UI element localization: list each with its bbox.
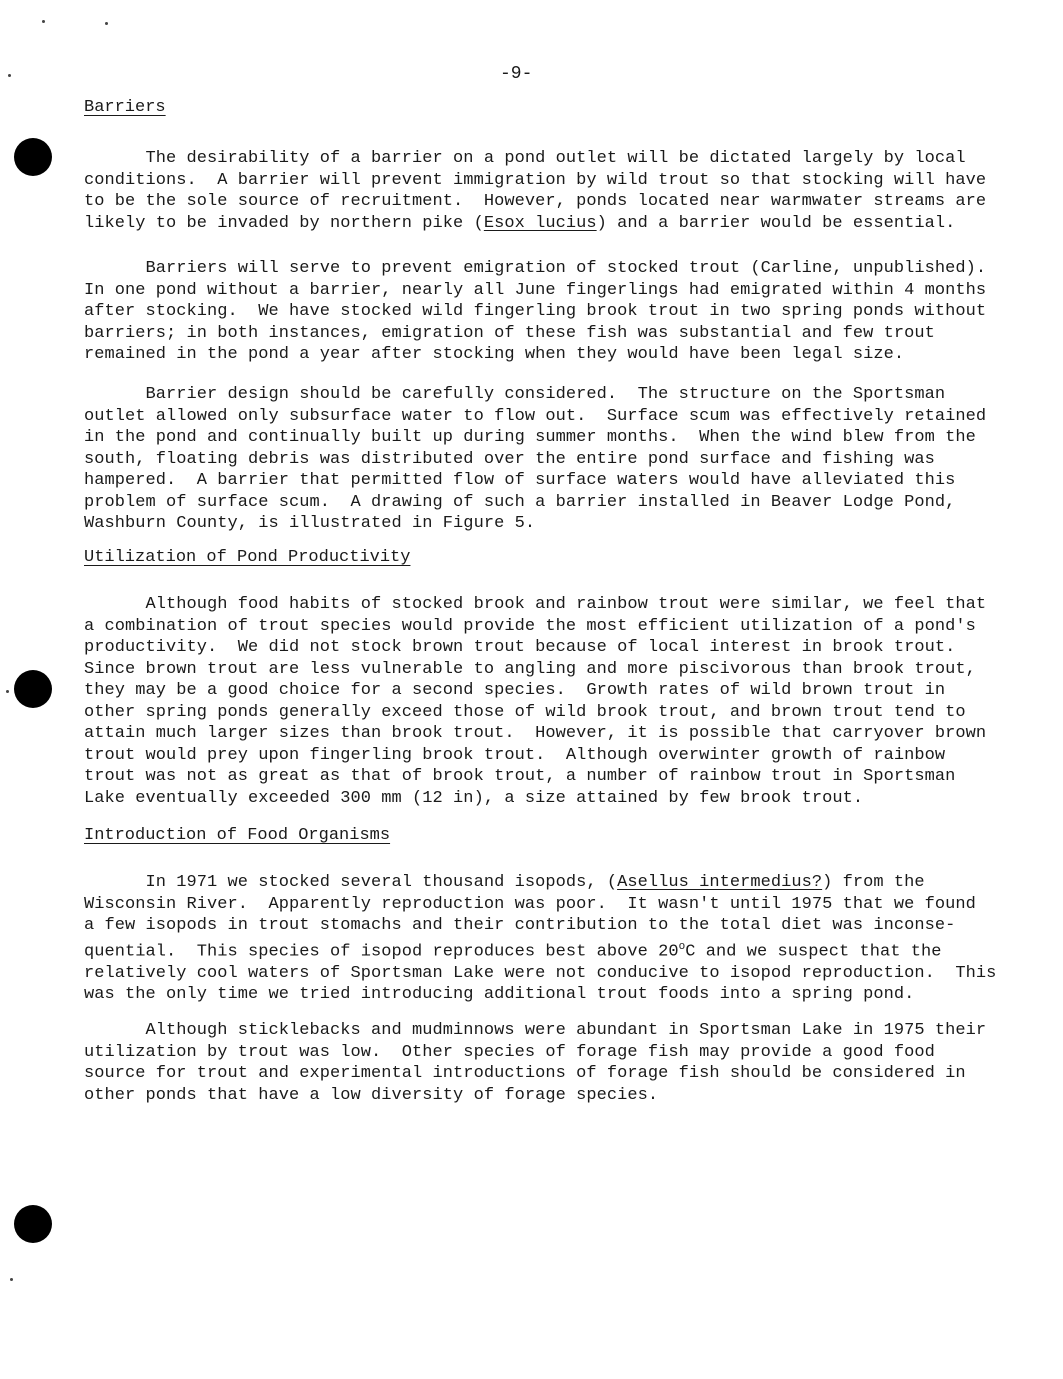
paragraph: Although food habits of stocked brook and rainbow trout were similar, we feel that a combination of trout species would provide the most efficient utilization of a pond's productivity. We did not stock brown trout because of local interest in brook trout. Since brown trout are less vulnerable to angling and more piscivorous than brook trout, they may be a good choice for a second species. Growth rates of wild brown trout in other spring ponds generally exceed those of wild brook trout, and brown trout tend to attain much larger sizes than brook trout. However, it is possible that carryover brown trout would prey upon fingerling brook trout. Although overwinter growth of rainbow trout was not as great as that of brook trout, a number of rainbow trout in Sportsman Lake eventually exceeded 300 mm (12 in), a size attained by few brook trout. — [84, 595, 987, 808]
scan-speck — [42, 20, 45, 23]
scan-speck — [10, 1278, 13, 1281]
paragraph: Barriers will serve to prevent emigration of stocked trout (Carline, unpublished). In one pond without a barrier, nearly all June fingerlings had emigrated within 4 months after stocking. We have stocked wild fingerling brook trout in two spring ponds without barriers; in both instances, emigration of these fish was substantial and few trout remained in the pond a year after stocking when they would have been legal size. — [84, 259, 987, 364]
species-name: Asellus intermedius? — [617, 873, 823, 892]
scan-speck — [105, 22, 108, 25]
section-heading-utilization: Utilization of Pond Productivity — [84, 548, 411, 567]
paragraph: Although sticklebacks and mudminnows were abundant in Sportsman Lake in 1975 their utilization by trout was low. Other species of forage fish may provide a good food source for trout and experimental introductions of forage fish should be considered in other ponds that have a low diversity of forage species. — [84, 1021, 987, 1105]
punch-hole-top — [14, 138, 52, 176]
paragraph: Barrier design should be carefully considered. The structure on the Sportsman outlet allowed only subsurface water to flow out. Surface scum was effectively retained in the pond and continually built up during summer months. When the wind blew from the south, floating debris was distributed over the entire pond surface and fishing was hampered. A barrier that permitted flow of surface waters would have alleviated this problem of surface scum. A drawing of such a barrier installed in Beaver Lodge Pond, Washburn County, is illustrated in Figure 5. — [84, 385, 987, 533]
section-heading-introduction: Introduction of Food Organisms — [84, 826, 391, 845]
paragraph: The desirability of a barrier on a pond outlet will be dictated largely by local conditions. A barrier will prevent immigration by wild trout so that stocking will have to be the sole source of recruitment. However, ponds located near warmwater streams are likely to be invaded by northern pike (Esox lucius) and a barrier would be essential. — [84, 149, 987, 233]
page-number: -9- — [500, 64, 533, 84]
section-heading-barriers: Barriers — [84, 98, 166, 117]
species-name: Esox lucius — [483, 213, 597, 233]
scan-speck — [6, 690, 9, 693]
scan-speck — [8, 74, 11, 77]
paragraph: In 1971 we stocked several thousand isopods, (Asellus intermedius?) from the Wisconsin River. Apparently reproduction was poor. It wasn't until 1975 that we found a few isopods in trout stomachs and their contribution to the total diet was inconse- quential. This species of isopod reproduces best above 20$^o$C and we suspect that the relatively cool waters of Sportsman Lake were not conducive to isopod reproduction. This was the only time we tried introducing additional trout foods into a spring pond. — [84, 873, 997, 1005]
punch-hole-bottom — [14, 1205, 52, 1243]
punch-hole-middle — [14, 670, 52, 708]
